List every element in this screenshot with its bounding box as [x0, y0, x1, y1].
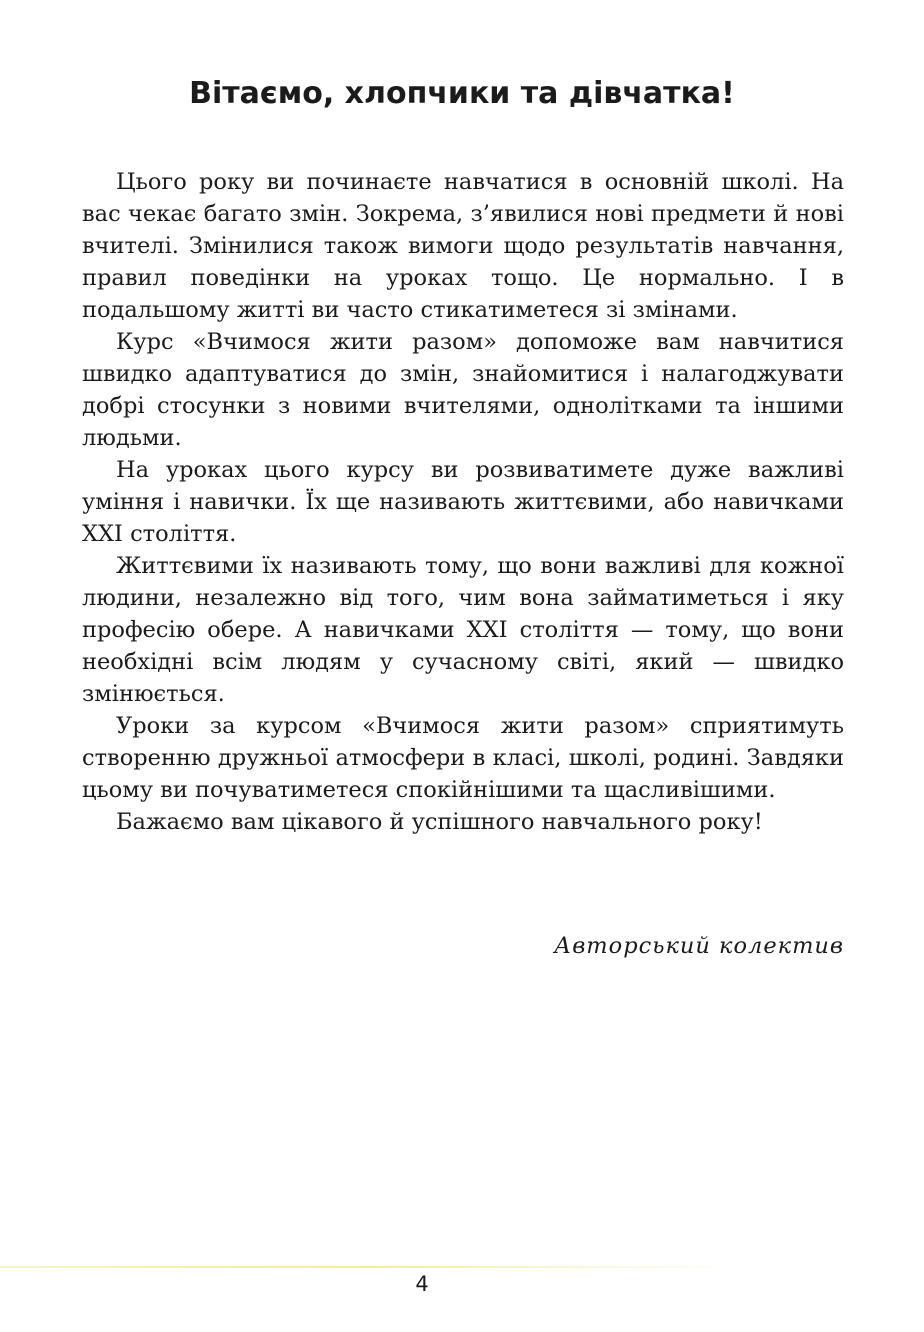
paragraph: Життєвими їх називають тому, що вони важливі для кожної людини, незалежно від того, чим вона займатиметься і яку професію обере. А навичками ХХІ століття — тому, що вони необхідні всім людям у сучасному світі, який — швидко змінюється. — [82, 553, 844, 707]
page-title: Вітаємо, хлопчики та дівчатка! — [189, 76, 735, 111]
signature: Авторський колектив — [554, 933, 844, 959]
page-number: 4 — [415, 1272, 429, 1296]
body-text — [82, 166, 844, 838]
paragraph: На уроках цього курсу ви розвиватимете дуже важливі уміння і навички. Їх ще називають життєвими, або навичками ХХІ століття. — [82, 457, 844, 547]
paragraph: Курс «Вчимося жити разом» допоможе вам навчитися швидко адаптуватися до змін, знайомитися і налагоджувати добрі стосунки з новими вчителями, однолітками та іншими людьми. — [82, 329, 844, 451]
paragraph: Цього року ви починаєте навчатися в основній школі. На вас чекає багато змін. Зокрема, з’явилися нові предмети й нові вчителі. Змінилися також вимоги щодо результатів навчання, правил поведінки на уроках тощо. Це нормально. І в подальшому житті ви часто стикатиметеся зі змінами. — [82, 169, 844, 323]
paragraph: Уроки за курсом «Вчимося жити разом» сприятимуть створенню дружньої атмосфери в класі, школі, родині. Завдяки цьому ви почуватиметеся спокійнішими та щасливішими. — [82, 713, 844, 803]
paragraph: Бажаємо вам цікавого й успішного навчального року! — [116, 809, 763, 835]
